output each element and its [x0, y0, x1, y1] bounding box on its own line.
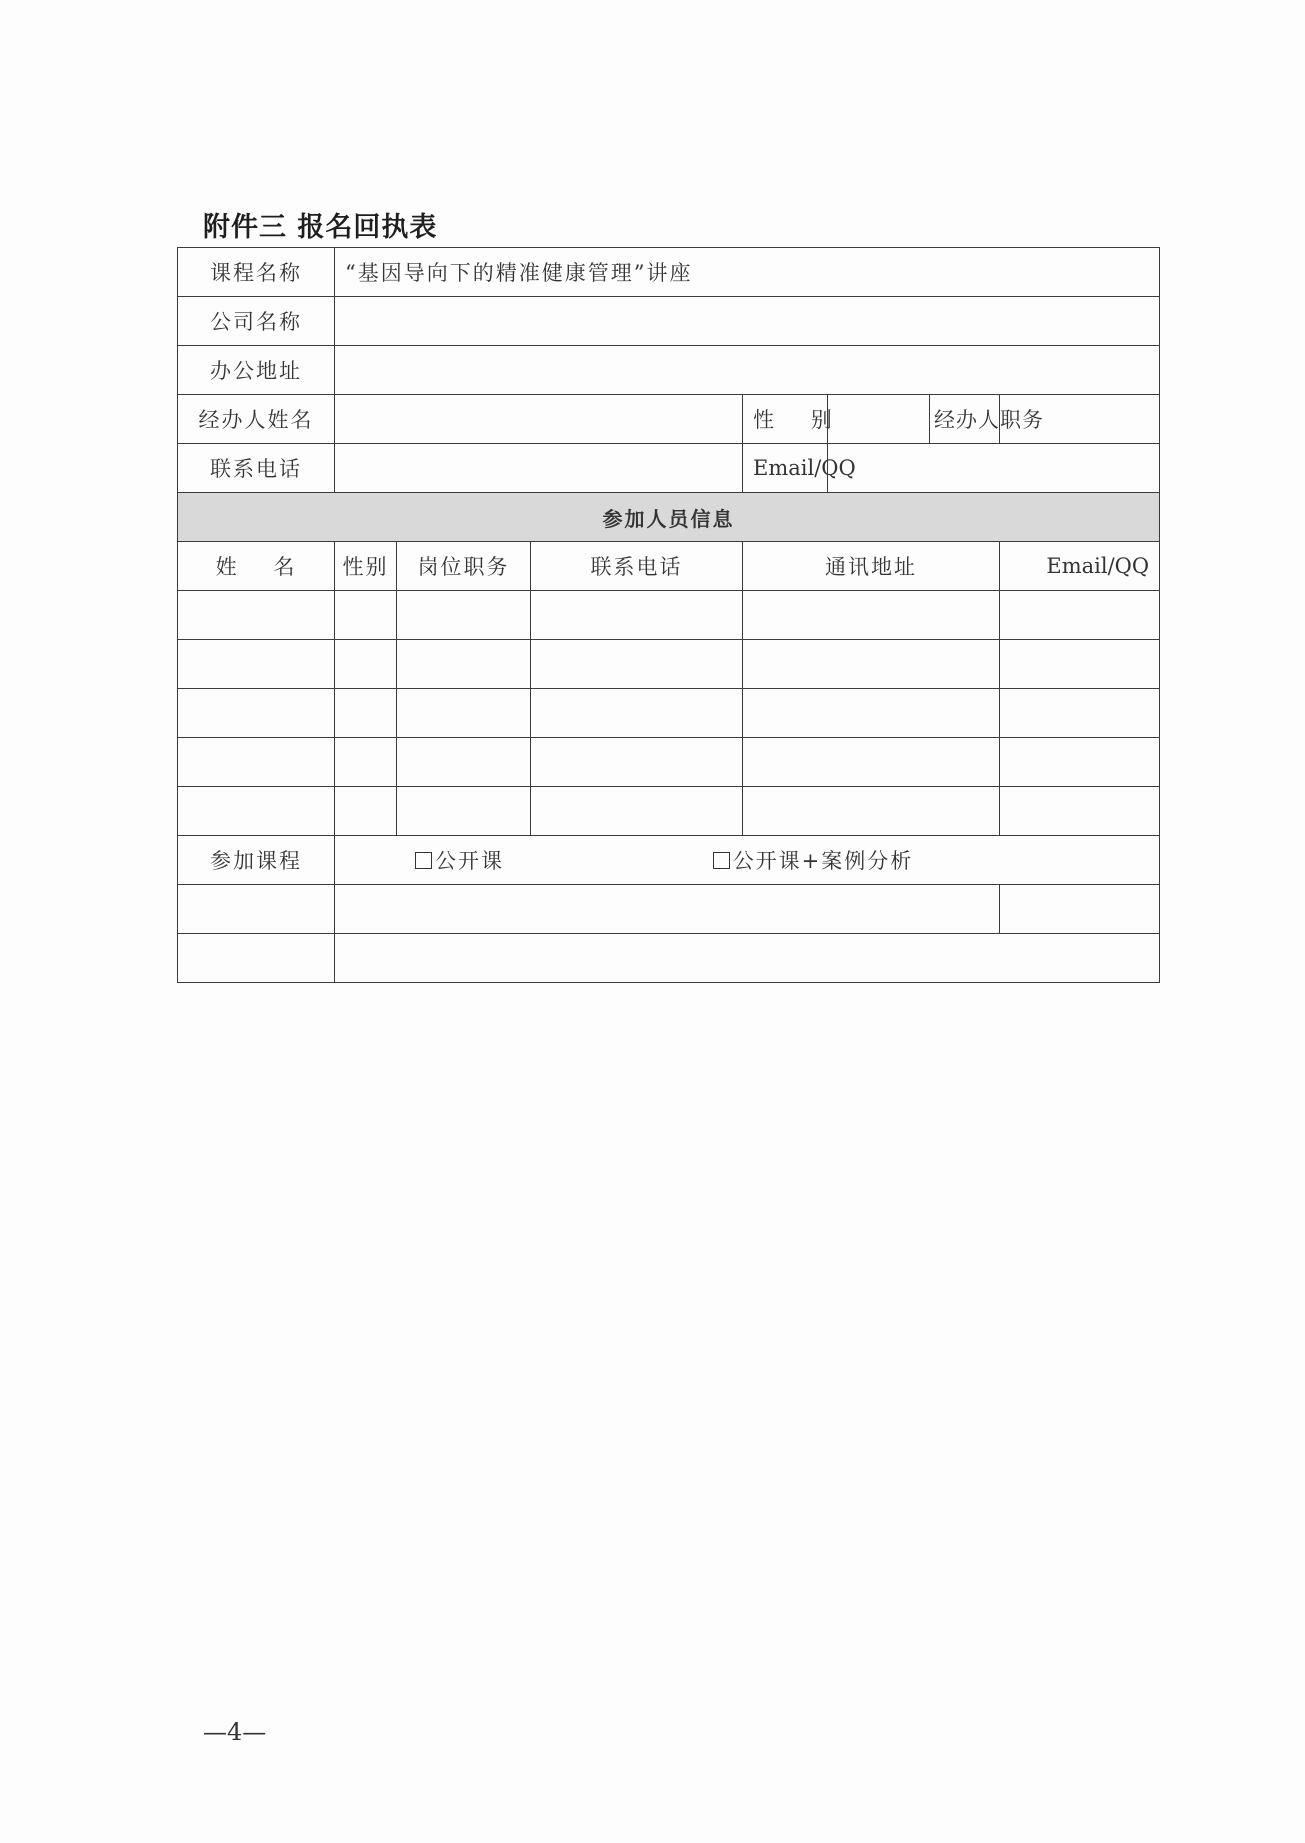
courses-options: [335, 836, 1160, 885]
gender-label: 性 别: [743, 395, 828, 444]
participant-phone-cell[interactable]: [531, 640, 743, 689]
participant-email-cell[interactable]: [1000, 640, 1160, 689]
phone-label: 联系电话: [178, 444, 335, 493]
participant-gender-cell[interactable]: [335, 591, 397, 640]
office-address-label: 办公地址: [178, 346, 335, 395]
extra-value-cell[interactable]: [335, 934, 1160, 983]
participant-address-cell[interactable]: [743, 787, 1000, 836]
email-label: Email/QQ: [743, 444, 828, 493]
participant-position-cell[interactable]: [397, 640, 531, 689]
handler-title-label: 经办人职务: [930, 395, 1000, 444]
participant-row: [178, 738, 1160, 787]
company-name-row: [178, 297, 1160, 346]
participant-gender-cell[interactable]: [335, 689, 397, 738]
participants-section-title: 参加人员信息: [178, 493, 1160, 542]
office-address-field[interactable]: [335, 346, 1160, 395]
participant-email-cell[interactable]: [1000, 591, 1160, 640]
participant-position-cell[interactable]: [397, 738, 531, 787]
header-position: 岗位职务: [397, 542, 531, 591]
participant-gender-cell[interactable]: [335, 640, 397, 689]
gender-field[interactable]: [828, 395, 930, 444]
extra-row: [178, 934, 1160, 983]
handler-name-field[interactable]: [335, 395, 743, 444]
handler-row: [178, 395, 1160, 444]
participant-phone-cell[interactable]: [531, 738, 743, 787]
participant-name-cell[interactable]: [178, 640, 335, 689]
courses-label: 参加课程: [178, 836, 335, 885]
participant-phone-cell[interactable]: [531, 689, 743, 738]
courses-row: [178, 836, 1160, 885]
participant-email-cell[interactable]: [1000, 787, 1160, 836]
extra-value-cell[interactable]: [335, 885, 1000, 934]
participant-row: [178, 640, 1160, 689]
participants-section-row: [178, 493, 1160, 542]
course-option-public-label: 公开课: [435, 849, 504, 873]
extra-label-cell[interactable]: [178, 885, 335, 934]
participants-header-row: [178, 542, 1160, 591]
course-name-value: “基因导向下的精准健康管理”讲座: [335, 248, 1160, 297]
page-number: —4—: [203, 1718, 267, 1746]
participant-address-cell[interactable]: [743, 640, 1000, 689]
header-name: 姓 名: [178, 542, 335, 591]
participant-position-cell[interactable]: [397, 591, 531, 640]
participant-gender-cell[interactable]: [335, 738, 397, 787]
email-field[interactable]: [828, 444, 1160, 493]
office-address-row: [178, 346, 1160, 395]
header-address: 通讯地址: [743, 542, 1000, 591]
participant-phone-cell[interactable]: [531, 591, 743, 640]
page-title: 附件三 报名回执表: [203, 212, 438, 243]
header-phone: 联系电话: [531, 542, 743, 591]
participant-name-cell[interactable]: [178, 787, 335, 836]
extra-end-cell[interactable]: [1000, 885, 1160, 934]
participant-row: [178, 591, 1160, 640]
company-name-field[interactable]: [335, 297, 1160, 346]
extra-label-cell[interactable]: [178, 934, 335, 983]
participant-row: [178, 787, 1160, 836]
registration-form-table: [177, 247, 1160, 983]
checkbox-icon[interactable]: [415, 852, 432, 869]
checkbox-icon[interactable]: [713, 852, 730, 869]
participant-gender-cell[interactable]: [335, 787, 397, 836]
participant-address-cell[interactable]: [743, 591, 1000, 640]
handler-name-label: 经办人姓名: [178, 395, 335, 444]
participant-row: [178, 689, 1160, 738]
participant-name-cell[interactable]: [178, 738, 335, 787]
company-name-label: 公司名称: [178, 297, 335, 346]
course-name-label: 课程名称: [178, 248, 335, 297]
phone-row: [178, 444, 1160, 493]
participant-phone-cell[interactable]: [531, 787, 743, 836]
participant-email-cell[interactable]: [1000, 689, 1160, 738]
extra-row: [178, 885, 1160, 934]
header-gender: 性别: [335, 542, 397, 591]
header-email: Email/QQ: [1000, 542, 1160, 591]
participant-position-cell[interactable]: [397, 787, 531, 836]
phone-field[interactable]: [335, 444, 743, 493]
participant-address-cell[interactable]: [743, 738, 1000, 787]
course-option-public-case-label: 公开课+案例分析: [732, 849, 914, 873]
participant-email-cell[interactable]: [1000, 738, 1160, 787]
participant-address-cell[interactable]: [743, 689, 1000, 738]
participant-name-cell[interactable]: [178, 689, 335, 738]
course-name-row: [178, 248, 1160, 297]
course-option-public[interactable]: [415, 845, 504, 875]
participant-name-cell[interactable]: [178, 591, 335, 640]
course-option-public-case[interactable]: [713, 845, 914, 875]
participant-position-cell[interactable]: [397, 689, 531, 738]
